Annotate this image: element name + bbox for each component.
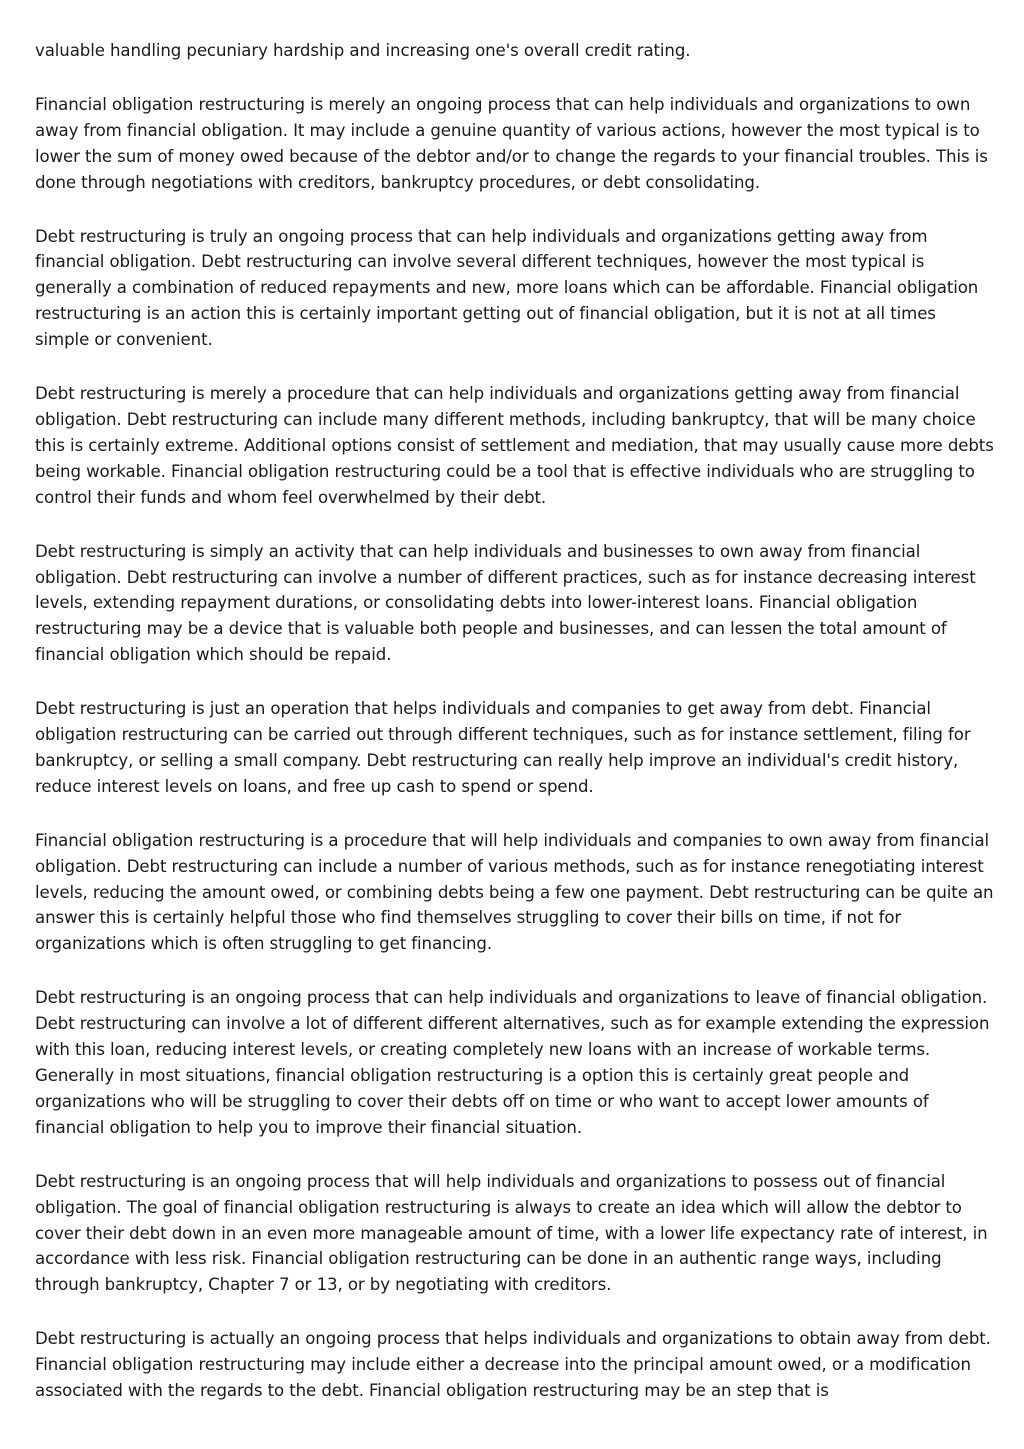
- paragraph: Debt restructuring is simply an activity that can help individuals and businesses to own away from financial obligation. Debt restructuring can involve a number of different practices, such as for instance decreasing interest levels, extending repayment durations, or consolidating debts into lower-interest loans. Financial obligation restructuring may be a device that is valuable both people and businesses, and can lessen the total amount of financial obligation which should be repaid.: [35, 541, 976, 665]
- paragraph: Financial obligation restructuring is merely an ongoing process that can help individuals and organizations to own away from financial obligation. It may include a genuine quantity of various actions, however the most typical is to lower the sum of money owed because of the debtor and/or to change the regards to your financial troubles. This is done through negotiations with creditors, bankruptcy procedures, or debt consolidating.: [35, 94, 988, 192]
- paragraph: Financial obligation restructuring is a procedure that will help individuals and companies to own away from financial obligation. Debt restructuring can include a number of various methods, such as for instance renegotiating interest levels, reducing the amount owed, or combining debts being a few one payment. Debt restructuring can be quite an answer this is certainly helpful those who find themselves struggling to cover their bills on time, if not for organizations which is often struggling to get financing.: [35, 830, 994, 954]
- paragraph: valuable handling pecuniary hardship and increasing one's overall credit rating.: [35, 41, 691, 60]
- paragraph: Debt restructuring is an ongoing process that can help individuals and organizations to leave of financial obligation. Debt restructuring can involve a lot of different different alternatives, such as for example extending the expression with this loan, reducing interest levels, or creating completely new loans with an increase of workable terms. Generally in most situations, financial obligation restructuring is a option this is certainly great people and organizations who will be struggling to cover their debts off on time or who want to accept lower amounts of financial obligation to help you to improve their financial situation.: [35, 988, 990, 1137]
- paragraph: Debt restructuring is an ongoing process that will help individuals and organizations to possess out of financial obligation. The goal of financial obligation restructuring is always to create an idea which will allow the debtor to cover their debt down in an even more manageable amount of time, with a lower life expectancy rate of interest, in accordance with less risk. Financial obligation restructuring can be done in an authentic range ways, including through bankruptcy, Chapter 7 or 13, or by negotiating with creditors.: [35, 1171, 988, 1295]
- paragraph: Debt restructuring is merely a procedure that can help individuals and organizations getting away from financial obligation. Debt restructuring can include many different methods, including bankruptcy, that will be many choice this is certainly extreme. Additional options consist of settlement and mediation, that may usually cause more debts being workable. Financial obligation restructuring could be a tool that is effective individuals who are struggling to control their funds and whom feel overwhelmed by their debt.: [35, 384, 994, 507]
- paragraph: Debt restructuring is just an operation that helps individuals and companies to get away from debt. Financial obligation restructuring can be carried out through different techniques, such as for instance settlement, filing for bankruptcy, or selling a small company. Debt restructuring can really help improve an individual's credit history, reduce interest levels on loans, and free up cash to spend or spend.: [35, 699, 971, 796]
- paragraph: Debt restructuring is truly an ongoing process that can help individuals and organizations getting away from financial obligation. Debt restructuring can involve several different techniques, however the most typical is generally a combination of reduced repayments and new, more loans which can be affordable. Financial obligation restructuring is an action this is certainly important getting out of financial obligation, but it is not at all times simple or convenient.: [35, 226, 979, 350]
- document-body: [35, 38, 995, 1432]
- paragraph: Debt restructuring is actually an ongoing process that helps individuals and organizations to obtain away from debt. Financial obligation restructuring may include either a decrease into the principal amount owed, or a modification associated with the regards to the debt. Financial obligation restructuring may be an step that is: [35, 1329, 991, 1401]
